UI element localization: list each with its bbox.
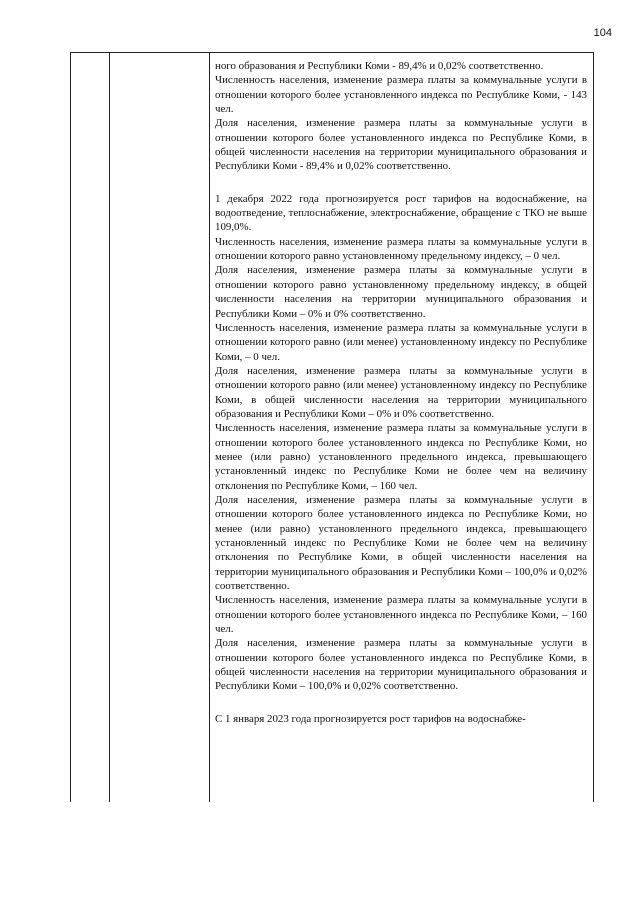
paragraph: Численность населения, изменение размера платы за коммунальные услуги в отношении которого более установленного индекса по Республике Коми, но менее (или равно) установленного предельного индекса, превышающего установленный индекс по Республике Коми не более чем на величину отклонения по Республике Коми, – 160 чел. [215,422,587,492]
document-table [70,52,594,802]
paragraph: Численность населения, изменение размера платы за коммунальные услуги в отношении которого равно (или менее) установленному индексу по Республике Коми, – 0 чел. [215,321,587,363]
paragraph: Численность населения, изменение размера платы за коммунальные услуги в отношении которого равно установленному предельному индексу, – 0 чел. [215,235,587,263]
table-column-divider [109,53,110,802]
paragraph: Доля населения, изменение размера платы за коммунальные услуги в отношении которого равно (или менее) установленному индексу по Республике Коми, в общей численности населения на территории муниципального образования и Республики Коми – 0% и 0% соответственно. [215,364,587,420]
paragraph: 1 декабря 2022 года прогнозируется рост тарифов на водоснабжение, на водоотведение, теплоснабжение, электроснабжение, обращение с ТКО не выше 109,0%. [215,192,587,234]
paragraph: ного образования и Республики Коми - 89,4% и 0,02% соответственно. [215,60,544,72]
paragraph: Доля населения, изменение размера платы за коммунальные услуги в отношении которого равно установленному предельному индексу, в общей численности населения на территории муниципального образования и Республики Коми – 0% и 0% соответственно. [215,264,587,320]
table-column-divider [209,53,210,802]
page-number: 104 [593,27,612,39]
table-cell-text [215,59,587,726]
paragraph: Доля населения, изменение размера платы за коммунальные услуги в отношении которого более установленного индекса по Республике Коми, в общей численности населения на территории муниципального образования и Республики Коми – 100,0% и 0,02% соответственно. [215,637,587,693]
paragraph: Численность населения, изменение размера платы за коммунальные услуги в отношении которого более установленного индекса по Республике Коми, – 160 чел. [215,594,587,636]
paragraph: Доля населения, изменение размера платы за коммунальные услуги в отношении которого более установленного индекса по Республике Коми, в общей численности населения на территории муниципального образования и Республики Коми - 89,4% и 0,02% соответственно. [215,117,587,173]
paragraph: Численность населения, изменение размера платы за коммунальные услуги в отношении которого более установленного индекса по Республике Коми, - 143 чел. [215,74,587,116]
paragraph: Доля населения, изменение размера платы за коммунальные услуги в отношении которого более установленного индекса по Республике Коми, но менее (или равно) установленного предельного индекса, превышающего установленный индекс по Республике Коми не более чем на величину отклонения по Республике Коми, в общей численности населения на территории муниципального образования и Республики Коми – 100,0% и 0,02% соответственно. [215,493,587,593]
paragraph: С 1 января 2023 года прогнозируется рост тарифов на водоснабже- [215,712,526,725]
